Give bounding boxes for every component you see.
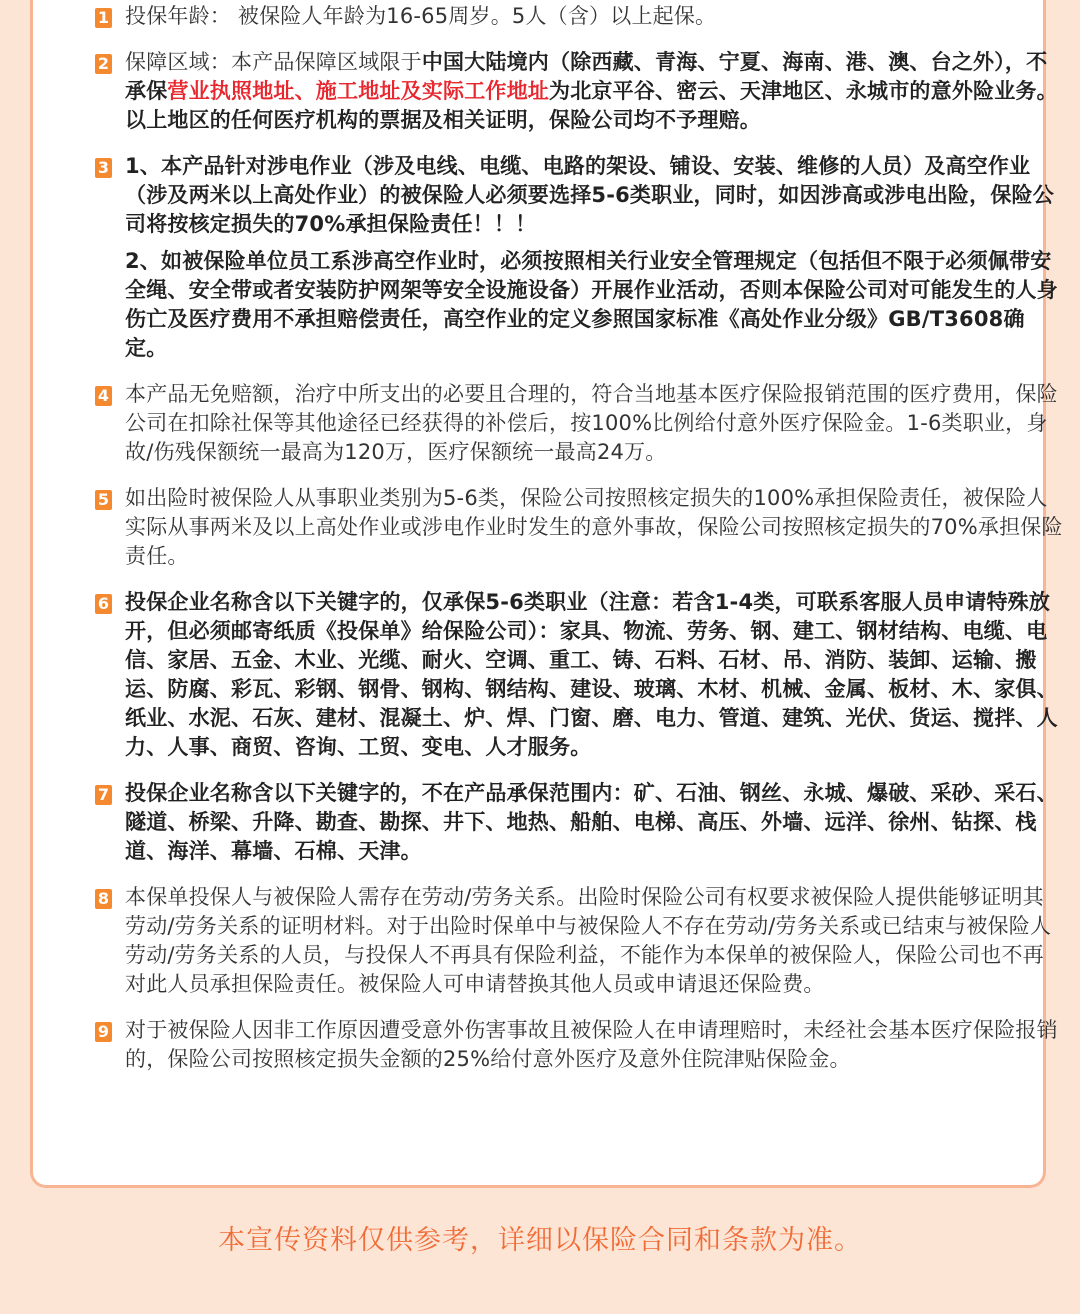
notice-item-6 [63,588,1063,762]
item-number-badge: 8 [95,889,112,909]
disclaimer-footer: 本宣传资料仅供参考，详细以保险合同和条款为准。 [218,1225,862,1256]
notice-item-5 [63,484,1063,571]
notice-card [30,0,1063,1188]
paragraph-text: 对于被保险人因非工作原因遭受意外伤害事故且被保险人在申请理赔时，未经社会基本医疗保险报销的，保险公司按照核定损失金额的25%给付意外医疗及意外住院津贴保险金。 [125,1018,1058,1071]
notice-list [63,2,1063,1091]
item-number-badge: 2 [95,54,112,74]
notice-item-3 [63,152,1063,363]
paragraph-text: 2、如被保险单位员工系涉高空作业时，必须按照相关行业安全管理规定（包括但不限于必须佩带安全绳、安全带或者安装防护网架等安全设施设备）开展作业活动，否则本保险公司对可能发生的人身伤亡及医疗费用不承担赔偿责任，高空作业的定义参照国家标准《高处作业分级》GB/T3608确定。 [125,249,1058,360]
item-paragraph [125,152,1063,239]
notice-item-4 [63,380,1063,467]
item-number-badge: 4 [95,386,112,406]
item-paragraph [125,2,1063,31]
item-paragraph [125,883,1063,999]
paragraph-text: 投保企业名称含以下关键字的，仅承保5-6类职业（注意：若含1-4类，可联系客服人员申请特殊放开，但必须邮寄纸质《投保单》给保险公司）：家具、物流、劳务、钢、建工、钢材结构、电缆、电信、家居、五金、木业、光缆、耐火、空调、重工、铸、石料、石材、吊、消防、装卸、运输、搬运、防腐、彩瓦、彩钢、钢骨、钢构、钢结构、建设、玻璃、木材、机械、金属、板材、木、家俱、纸业、水泥、石灰、建材、混凝土、炉、焊、门窗、磨、电力、管道、建筑、光伏、货运、搅拌、人力、人事、商贸、咨询、工贸、变电、人才服务。 [125,590,1058,759]
item-paragraph [125,588,1063,762]
item-paragraph [125,380,1063,467]
paragraph-text: 中国大陆境内（除西藏、青海、宁夏、海南、港、澳、台之外），不承保 [125,50,1048,103]
item-number-badge: 5 [95,490,112,510]
item-number-badge: 3 [95,158,112,178]
notice-item-7 [63,779,1063,866]
notice-item-9 [63,1016,1063,1074]
paragraph-text: 投保年龄： 被保险人年龄为16-65周岁。5人（含）以上起保。 [125,4,717,28]
paragraph-text: 保障区域：本产品保障区域限于 [125,50,422,74]
item-paragraph [125,1016,1063,1074]
highlight-text: 营业执照地址、施工地址及实际工作地址 [167,79,550,103]
paragraph-text: 本保单投保人与被保险人需存在劳动/劳务关系。出险时保险公司有权要求被保险人提供能够证明其劳动/劳务关系的证明材料。对于出险时保单中与被保险人不存在劳动/劳务关系或已结束与被保险人劳动/劳务关系的人员，与投保人不再具有保险利益，不能作为本保单的被保险人，保险公司也不再对此人员承担保险责任。被保险人可申请替换其他人员或申请退还保险费。 [125,885,1052,996]
paragraph-text: 如出险时被保险人从事职业类别为5-6类，保险公司按照核定损失的100%承担保险责任，被保险人实际从事两米及以上高处作业或涉电作业时发生的意外事故，保险公司按照核定损失的70%承担保险责任。 [125,486,1063,568]
notice-item-2 [63,48,1063,135]
notice-item-1 [63,2,1063,31]
item-paragraph [125,48,1063,135]
item-number-badge: 6 [95,594,112,614]
paragraph-text: 为北京平谷、密云、天津地区、永城市的意外险业务。以上地区的任何医疗机构的票据及相关证明，保险公司均不予理赔。 [125,79,1058,132]
paragraph-text: 1、本产品针对涉电作业（涉及电线、电缆、电路的架设、铺设、安装、维修的人员）及高空作业（涉及两米以上高处作业）的被保险人必须要选择5-6类职业，同时，如因涉高或涉电出险，保险公司将按核定损失的70%承担保险责任！！！ [125,154,1054,236]
item-number-badge: 7 [95,785,112,805]
item-paragraph [125,779,1063,866]
item-number-badge: 1 [95,8,112,28]
notice-item-8 [63,883,1063,999]
item-number-badge: 9 [95,1022,112,1042]
item-paragraph [125,247,1063,363]
paragraph-text: 本产品无免赔额，治疗中所支出的必要且合理的，符合当地基本医疗保险报销范围的医疗费用，保险公司在扣除社保等其他途径已经获得的补偿后，按100%比例给付意外医疗保险金。1-6类职业，身故/伤残保额统一最高为120万，医疗保额统一最高24万。 [125,382,1058,464]
paragraph-text: 投保企业名称含以下关键字的，不在产品承保范围内：矿、石油、钢丝、永城、爆破、采砂、采石、隧道、桥梁、升降、勘查、勘探、井下、地热、船舶、电梯、高压、外墙、远洋、徐州、钻探、栈道、海洋、幕墙、石棉、天津。 [125,781,1058,863]
item-paragraph [125,484,1063,571]
